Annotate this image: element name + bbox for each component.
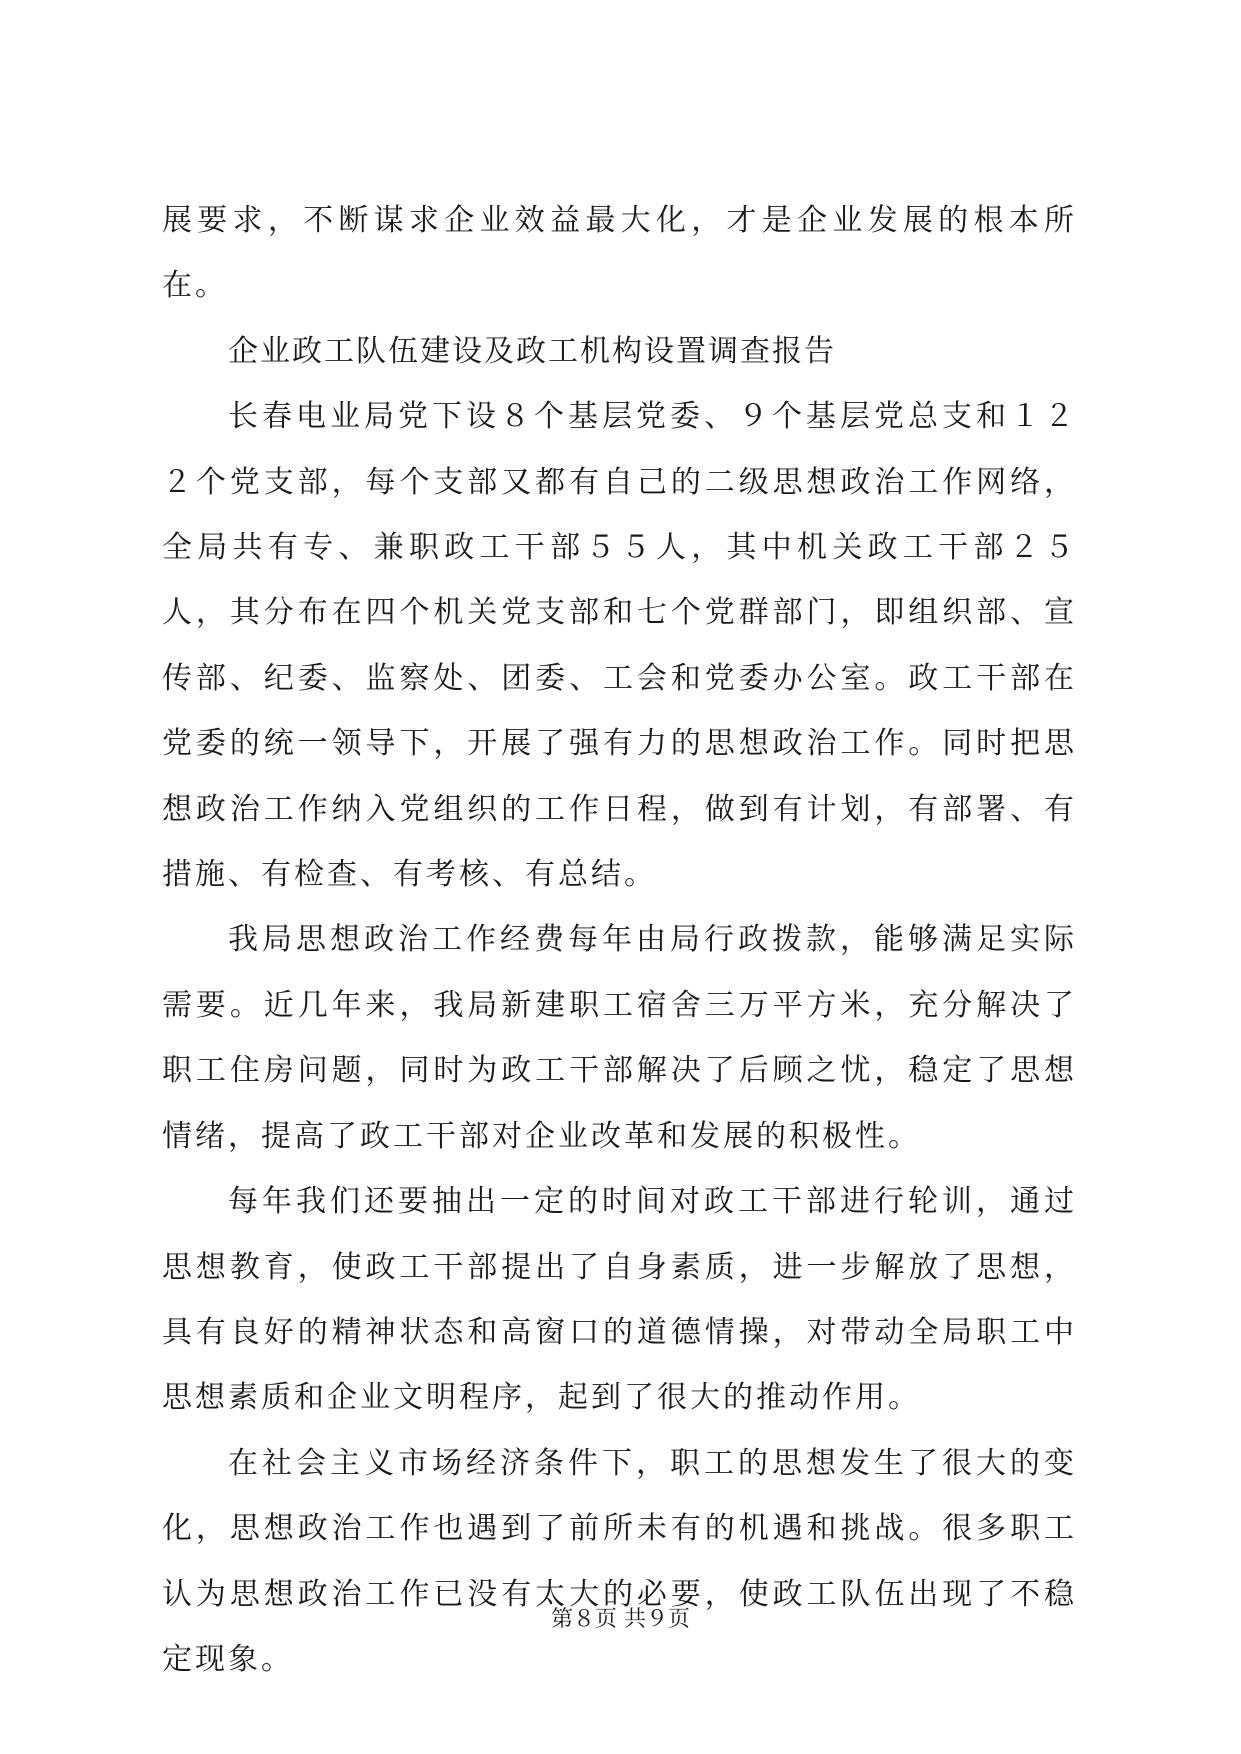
section-title: 企业政工队伍建设及政工机构设置调查报告 [228, 333, 836, 369]
paragraph-funding: 我局思想政治工作经费每年由局行政拨款，能够满足实际需要。近几年来，我局新建职工宿舍三万平方米，充分解决了职工住房问题，同时为政工干部解决了后顾之忧，稳定了思想情绪，提高了政工干部对企业改革和发展的积极性。 [162, 922, 1077, 1154]
paragraph-continuation: 展要求，不断谋求企业效益最大化，才是企业发展的根本所在。 [162, 203, 1077, 304]
paragraph-training: 每年我们还要抽出一定的时间对政工干部进行轮训，通过思想教育，使政工干部提出了自身素质，进一步解放了思想，具有良好的精神状态和高窗口的道德情操，对带动全局职工中思想素质和企业文明程序，起到了很大的推动作用。 [162, 1184, 1077, 1416]
document-body [162, 188, 1077, 1692]
paragraph-party-structure: 长春电业局党下设８个基层党委、９个基层党总支和１２２个党支部，每个支部又都有自己的二级思想政治工作网络，全局共有专、兼职政工干部５５人，其中机关政工干部２５人，其分布在四个机关党支部和七个党群部门，即组织部、宣传部、纪委、监察处、团委、工会和党委办公室。政工干部在党委的统一领导下，开展了强有力的思想政治工作。同时把思想政治工作纳入党组织的工作日程，做到有计划，有部署、有措施、有检查、有考核、有总结。 [162, 399, 1077, 893]
page-footer: 第８页 共９页 [551, 1607, 690, 1632]
paragraph-market-economy: 在社会主义市场经济条件下，职工的思想发生了很大的变化，思想政治工作也遇到了前所未有的机遇和挑战。很多职工认为思想政治工作已没有太大的必要，使政工队伍出现了不稳定现象。 [162, 1445, 1077, 1677]
